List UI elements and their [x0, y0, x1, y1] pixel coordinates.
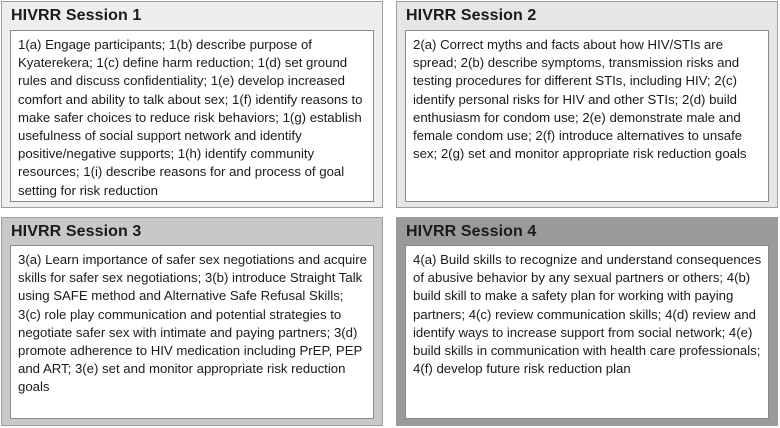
session-1-description: 1(a) Engage participants; 1(b) describe purpose of Kyaterekera; 1(c) define harm reduction; 1(d) set ground rules and discuss confidentiality; 1(e) develop increased comfort and ability to talk about sex; 1(f) identify reasons to make safer choices to reduce risk behaviors; 1(g) establish usefulness of social support network and identify positive/negative supports; 1(h) identify community resources; 1(i) describe reasons for and process of goal setting for risk reduction	[10, 30, 374, 202]
session-2-panel	[396, 1, 778, 208]
session-4-title: HIVRR Session 4	[406, 223, 537, 240]
session-1-panel	[1, 1, 383, 208]
session-4-panel	[396, 217, 778, 426]
session-4-description: 4(a) Build skills to recognize and understand consequences of abusive behavior by any sexual partners or others; 4(b) build skill to make a safety plan for working with paying partners; 4(c) review communication skills; 4(d) review and identify ways to increase support from social network; 4(e) build skills in communication with health care professionals; 4(f) develop future risk reduction plan	[405, 245, 769, 419]
session-2-title: HIVRR Session 2	[406, 7, 537, 24]
session-1-title: HIVRR Session 1	[11, 7, 142, 24]
session-3-description: 3(a) Learn importance of safer sex negotiations and acquire skills for safer sex negotiations; 3(b) introduce Straight Talk using SAFE method and Alternative Safe Refusal Skills; 3(c) role play communication and potential strategies to negotiate safer sex with intimate and paying partners; 3(d) promote adherence to HIV medication including PrEP, PEP and ART; 3(e) set and monitor appropriate risk reduction goals	[10, 245, 374, 419]
session-3-panel	[1, 217, 383, 426]
session-3-title: HIVRR Session 3	[11, 223, 142, 240]
session-2-description: 2(a) Correct myths and facts about how HIV/STIs are spread; 2(b) describe symptoms, transmission risks and testing procedures for different STIs, including HIV; 2(c) identify personal risks for HIV and other STIs; 2(d) build enthusiasm for condom use; 2(e) demonstrate male and female condom use; 2(f) introduce alternatives to unsafe sex; 2(g) set and monitor appropriate risk reduction goals	[405, 30, 769, 202]
